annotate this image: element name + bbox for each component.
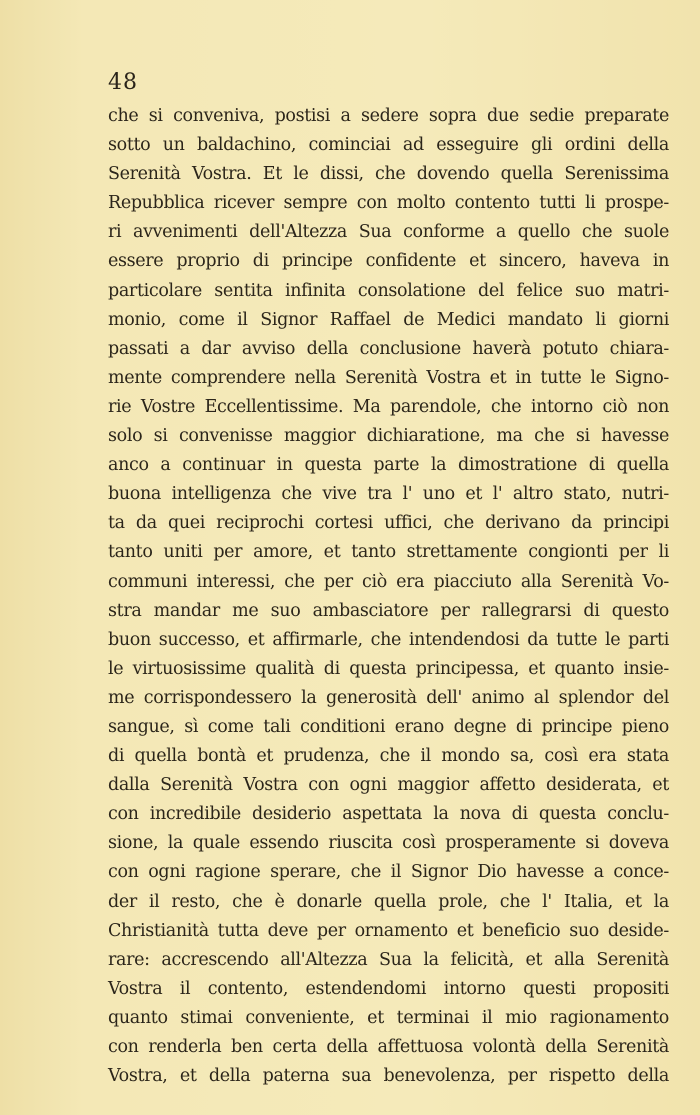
text-line: anco a continuar in questa parte la dimostratione di quella [108, 455, 669, 476]
text-line: dalla Serenità Vostra con ogni maggior affetto desiderata, et [108, 775, 669, 796]
text-line: communi interessi, che per ciò era piacciuto alla Serenità Vo- [108, 571, 669, 592]
text-line: buon successo, et affirmarle, che intendendosi da tutte le parti [108, 629, 669, 650]
body-text [108, 102, 669, 1091]
text-line: rare: accrescendo all'Altezza Sua la felicità, et alla Serenità [108, 949, 669, 970]
text-line: passati a dar avviso della conclusione haverà potuto chiara- [108, 338, 669, 359]
text-line: Vostra il contento, estendendomi intorno questi propositi [108, 978, 669, 999]
text-line: le virtuosissime qualità di questa principessa, et quanto insie- [108, 658, 669, 679]
text-line: mente comprendere nella Serenità Vostra et in tutte le Signo- [108, 367, 669, 388]
text-line: ri avvenimenti dell'Altezza Sua conforme a quello che suole [108, 222, 669, 243]
text-line: Christianità tutta deve per ornamento et beneficio suo deside- [108, 920, 669, 941]
text-line: tanto uniti per amore, et tanto strettamente congionti per li [108, 542, 669, 563]
text-line: quanto stimai conveniente, et terminai il mio ragionamento [108, 1007, 669, 1028]
text-line: solo si convenisse maggior dichiaratione, ma che si havesse [108, 426, 669, 447]
text-line: con incredibile desiderio aspettata la nova di questa conclu- [108, 804, 669, 825]
text-line: rie Vostre Eccellentissime. Ma parendole, che intorno ciò non [108, 396, 669, 417]
text-line: sione, la quale essendo riuscita così prosperamente si doveva [108, 833, 669, 854]
text-line: che si conveniva, postisi a sedere sopra due sedie preparate [108, 106, 669, 126]
text-line: buona intelligenza che vive tra l' uno et l' altro stato, nutri- [108, 484, 669, 505]
text-line: ta da quei reciprochi cortesi uffici, che derivano da principi [108, 513, 669, 534]
text-line: Repubblica ricever sempre con molto contento tutti li prospe- [108, 193, 669, 214]
text-line: con renderla ben certa della affettuosa volontà della Serenità [108, 1037, 669, 1057]
text-line: sangue, sì come tali conditioni erano degne di principe pieno [108, 716, 669, 737]
text-line: particolare sentita infinita consolatione del felice suo matri- [108, 280, 669, 301]
text-line: essere proprio di principe confidente et sincero, haveva in [108, 251, 669, 272]
text-line: con ogni ragione sperare, che il Signor Dio havesse a conce- [108, 862, 669, 883]
text-line: der il resto, che è donarle quella prole, che l' Italia, et la [108, 891, 669, 912]
text-line: Vostra, et della paterna sua benevolenza, per rispetto della [108, 1066, 669, 1087]
text-line: me corrispondessero la generosità dell' animo al splendor del [108, 687, 669, 708]
text-line: monio, come il Signor Raffael de Medici mandato li giorni [108, 309, 669, 330]
page-number: 48 [108, 70, 138, 95]
text-line: di quella bontà et prudenza, che il mondo sa, così era stata [108, 746, 669, 767]
text-line: Serenità Vostra. Et le dissi, che dovendo quella Serenissima [108, 164, 669, 185]
text-line: sotto un baldachino, cominciai ad esseguire gli ordini della [108, 135, 669, 156]
text-line: stra mandar me suo ambasciatore per rallegrarsi di questo [108, 600, 669, 621]
